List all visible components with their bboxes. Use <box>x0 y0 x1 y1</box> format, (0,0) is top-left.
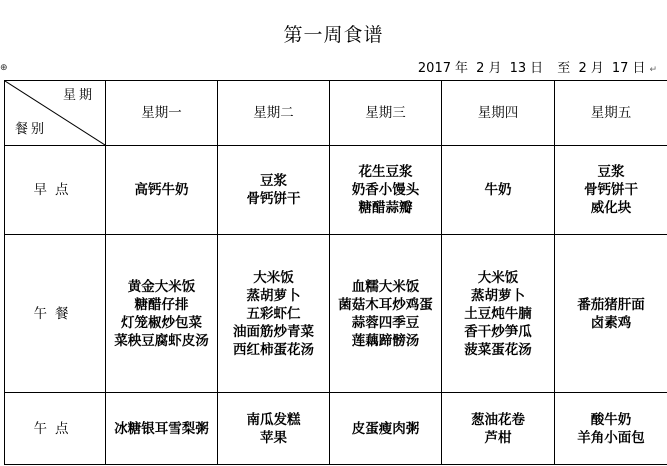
dish-item: 花生豆浆 <box>358 164 413 180</box>
menu-cell <box>218 146 330 235</box>
dish-item: 菌菇木耳炒鸡蛋 <box>338 296 433 313</box>
anchor-icon: ⊕ <box>0 63 8 73</box>
dish-item: 羊角小面包 <box>577 429 645 446</box>
dish-item: 糖醋仔排 <box>134 296 189 313</box>
dish-item: 香干炒笋瓜 <box>464 323 532 340</box>
menu-cell <box>330 393 442 465</box>
dish-item: 番茄猪肝面 <box>577 296 645 313</box>
dish-item: 威化块 <box>590 200 632 216</box>
dish-item: 蒜蓉四季豆 <box>351 314 420 331</box>
menu-cell <box>330 146 442 235</box>
dish-item: 奶香小馒头 <box>351 182 420 198</box>
corner-meal-label: 餐别 <box>15 122 48 137</box>
dish-item: 蒸胡萝卜 <box>246 287 301 304</box>
date-year: 2017 <box>417 61 451 76</box>
day-header-thu: 星期四 <box>442 81 555 146</box>
date-to: 至 <box>557 61 571 76</box>
date-range <box>414 57 657 76</box>
dish-item: 五彩虾仁 <box>246 305 301 322</box>
menu-cell <box>442 235 555 393</box>
corner-week-label: 星期 <box>62 88 95 103</box>
menu-cell <box>442 146 555 235</box>
dish-item: 大米饭 <box>477 269 519 286</box>
date-start-day: 13 <box>509 61 527 76</box>
date-day-unit-2: 日 <box>632 61 646 76</box>
date-start-month: 2 <box>476 61 485 76</box>
corner-cell <box>5 81 106 146</box>
dish-item: 芦柑 <box>484 429 512 446</box>
date-end-day: 17 <box>611 61 629 76</box>
day-header-fri: 星期五 <box>555 81 667 146</box>
dish-item: 西红柿蛋花汤 <box>233 341 314 358</box>
day-header-tue: 星期二 <box>218 81 330 146</box>
dish-item: 葱油花卷 <box>471 411 525 428</box>
menu-cell <box>330 235 442 393</box>
menu-cell <box>106 393 218 465</box>
dish-item: 卤素鸡 <box>590 314 632 331</box>
dish-item: 冰糖银耳雪梨粥 <box>114 420 209 437</box>
dish-item: 酸牛奶 <box>590 411 632 428</box>
menu-cell <box>555 393 667 465</box>
dish-item: 灯笼椒炒包菜 <box>121 314 202 331</box>
dish-item: 高钙牛奶 <box>134 182 189 198</box>
meal-label: 午餐 <box>5 235 106 393</box>
meal-row-lunch <box>5 235 667 393</box>
date-end-month: 2 <box>578 61 587 76</box>
dish-item: 油面筋炒青菜 <box>233 323 314 340</box>
menu-cell <box>106 146 218 235</box>
date-month-unit-2: 月 <box>590 61 604 76</box>
day-header-mon: 星期一 <box>106 81 218 146</box>
menu-cell <box>218 235 330 393</box>
header-row <box>5 81 667 146</box>
dish-item: 土豆炖牛腩 <box>464 305 532 322</box>
dish-item: 皮蛋瘦肉粥 <box>351 420 420 437</box>
dish-item: 菠菜蛋花汤 <box>464 341 532 358</box>
date-year-unit: 年 <box>455 61 469 76</box>
dish-item: 糖醋蒜瓣 <box>358 200 413 216</box>
menu-table <box>4 80 667 465</box>
date-day-unit: 日 <box>530 61 544 76</box>
date-month-unit: 月 <box>488 61 502 76</box>
menu-cell <box>106 235 218 393</box>
paragraph-mark-icon: ↵ <box>649 65 657 75</box>
dish-item: 大米饭 <box>253 269 294 286</box>
dish-item: 豆浆 <box>260 173 287 189</box>
menu-cell <box>555 146 667 235</box>
menu-cell <box>555 235 667 393</box>
dish-item: 苹果 <box>260 429 287 446</box>
dish-item: 血糯大米饭 <box>351 278 420 295</box>
dish-item: 菜秧豆腐虾皮汤 <box>114 332 209 349</box>
meal-label: 早点 <box>5 146 106 235</box>
dish-item: 莲藕蹄髈汤 <box>351 332 420 349</box>
meal-row-breakfast <box>5 146 667 235</box>
day-header-wed: 星期三 <box>330 81 442 146</box>
dish-item: 黄金大米饭 <box>127 278 196 295</box>
dish-item: 豆浆 <box>597 164 625 180</box>
dish-item: 骨钙饼干 <box>584 182 638 198</box>
meal-label: 午点 <box>5 393 106 465</box>
dish-item: 骨钙饼干 <box>246 191 301 207</box>
page-title: 第一周食谱 <box>283 24 384 46</box>
meal-row-snack <box>5 393 667 465</box>
dish-item: 南瓜发糕 <box>246 411 301 428</box>
menu-cell <box>442 393 555 465</box>
menu-cell <box>218 393 330 465</box>
dish-item: 蒸胡萝卜 <box>471 287 525 304</box>
dish-item: 牛奶 <box>484 182 512 198</box>
